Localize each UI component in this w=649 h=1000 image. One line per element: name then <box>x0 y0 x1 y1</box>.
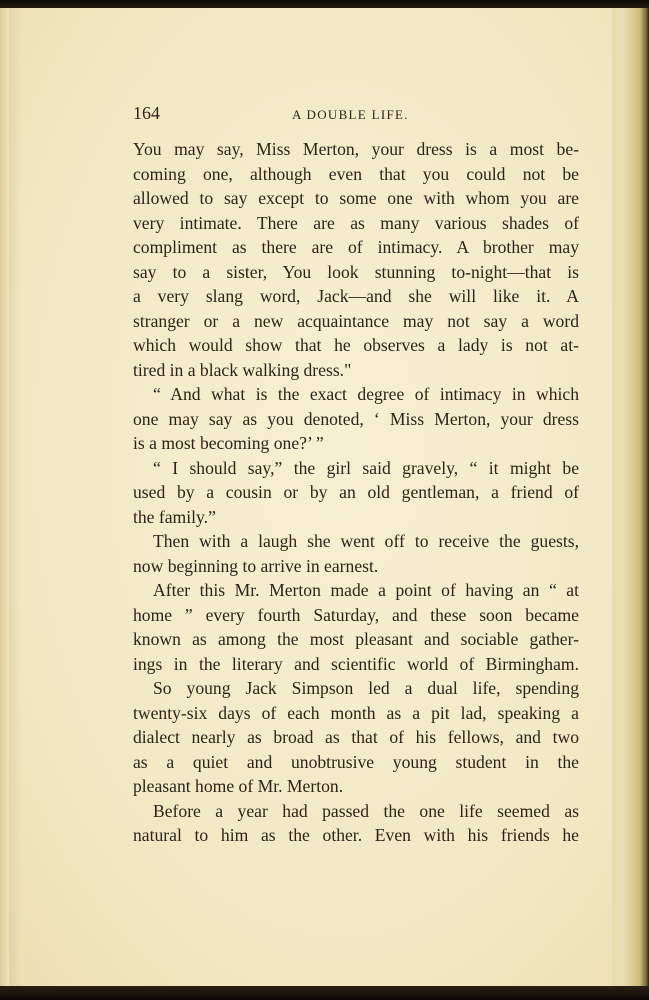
text-line: known as among the most pleasant and sociable gather- <box>133 629 579 649</box>
text-line: used by a cousin or by an old gentleman, a friend of <box>133 482 579 502</box>
text-line: dialect nearly as broad as that of his fellows, and two <box>133 727 579 747</box>
text-line: Before a year had passed the one life seemed as <box>153 800 579 821</box>
page-number: 164 <box>133 103 160 123</box>
text-line: “ I should say,” the girl said gravely, “ it might be <box>153 457 579 478</box>
text-line: Then with a laugh she went off to receive the guests, <box>153 531 579 551</box>
text-line: So young Jack Simpson led a dual life, spending <box>153 678 579 698</box>
text-line: pleasant home of Mr. Merton. <box>133 776 344 796</box>
text-line: which would show that he observes a lady is not at- <box>133 335 579 355</box>
text-line: twenty-six days of each month as a pit lad, speaking a <box>133 702 579 723</box>
text-line: stranger or a new acquaintance may not say a word <box>133 310 579 331</box>
body-text <box>133 137 579 848</box>
scan-bottom-border <box>0 986 649 1000</box>
text-line: home ” every fourth Saturday, and these soon became <box>133 604 579 625</box>
text-line: a very slang word, Jack—and she will like it. A <box>133 286 579 306</box>
text-line: tired in a black walking dress." <box>133 359 352 380</box>
text-line: allowed to say except to some one with whom you are <box>133 188 579 208</box>
text-line: “ And what is the exact degree of intimacy in which <box>153 384 579 404</box>
running-head <box>133 101 579 131</box>
text-line: After this Mr. Merton made a point of having an “ at <box>153 580 579 600</box>
text-line: say to a sister, You look stunning to-night—that is <box>133 261 579 282</box>
text-line: ings in the literary and scientific world of Birmingham. <box>133 653 579 674</box>
text-line: one may say as you denoted, ‘ Miss Merton, your dress <box>133 408 579 429</box>
running-title: A DOUBLE LIFE. <box>292 107 409 122</box>
text-line: very intimate. There are as many various shades of <box>133 212 579 233</box>
page-fore-edge <box>612 8 649 988</box>
text-line: now beginning to arrive in earnest. <box>133 555 379 576</box>
text-line: the family.” <box>133 506 216 527</box>
text-line: as a quiet and unobtrusive young student in the <box>133 751 579 772</box>
text-line: coming one, although even that you could not be <box>133 163 579 184</box>
text-line: is a most becoming one?’ ” <box>133 433 324 453</box>
page-gutter-edge <box>0 8 9 988</box>
text-line: You may say, Miss Merton, your dress is a most be- <box>133 139 579 159</box>
text-line: compliment as there are of intimacy. A brother may <box>133 237 579 257</box>
text-line: natural to him as the other. Even with his friends he <box>133 825 579 845</box>
